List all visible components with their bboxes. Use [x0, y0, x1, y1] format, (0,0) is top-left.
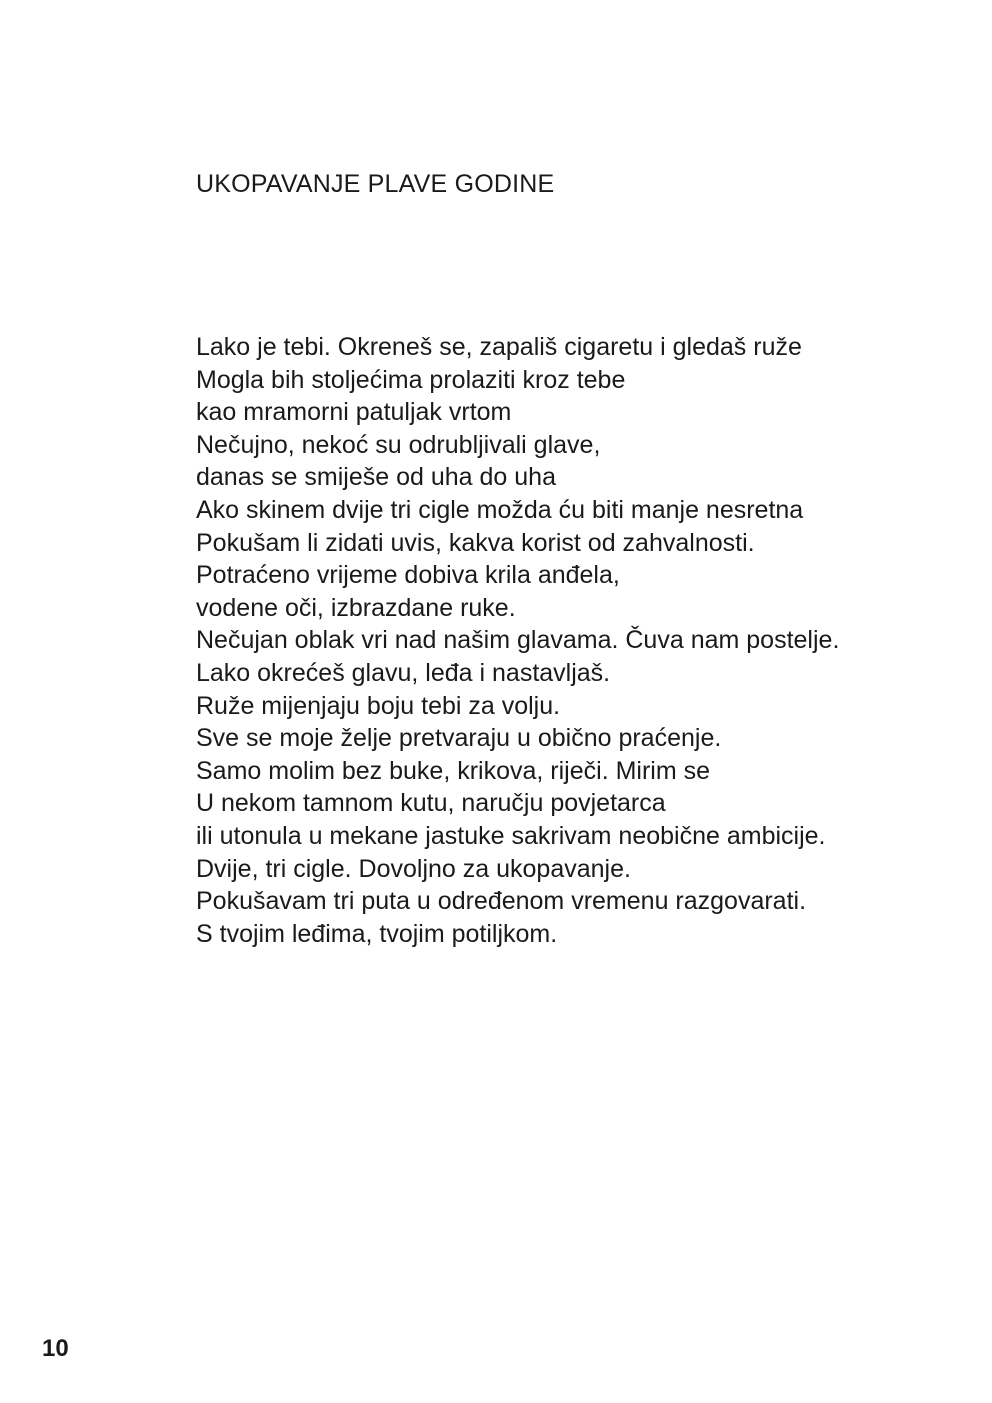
poem-line: Sve se moje želje pretvaraju u obično praćenje.: [196, 724, 722, 753]
poem-line: Nečujan oblak vri nad našim glavama. Čuva nam postelje.: [196, 626, 840, 655]
poem-line: Potraćeno vrijeme dobiva krila anđela,: [196, 561, 620, 590]
page-number: 10: [42, 1335, 69, 1362]
poem-body: [196, 331, 839, 950]
poem-line: Pokušam li zidati uvis, kakva korist od zahvalnosti.: [196, 528, 755, 557]
poem-line: Nečujno, nekoć su odrubljivali glave,: [196, 430, 601, 459]
poem-line: Ako skinem dvije tri cigle možda ću biti manje nesretna: [196, 495, 804, 524]
poem-line: Ruže mijenjaju boju tebi za volju.: [196, 691, 561, 720]
poem-title: UKOPAVANJE PLAVE GODINE: [196, 170, 555, 198]
poem-line: U nekom tamnom kutu, naručju povjetarca: [196, 789, 666, 818]
poem-line: Mogla bih stoljećima prolaziti kroz tebe: [196, 365, 626, 394]
poem-line: Lako okrećeš glavu, leđa i nastavljaš.: [196, 658, 611, 687]
poem-line: vodene oči, izbrazdane ruke.: [196, 593, 516, 622]
poem-line: Lako je tebi. Okreneš se, zapališ cigaretu i gledaš ruže: [196, 333, 802, 361]
poem-line: ili utonula u mekane jastuke sakrivam neobične ambicije.: [196, 821, 826, 850]
poem-line: Samo molim bez buke, krikova, riječi. Mirim se: [196, 756, 711, 785]
poem-line: danas se smiješe od uha do uha: [196, 463, 556, 492]
poem-line: kao mramorni patuljak vrtom: [196, 398, 512, 427]
poem-line: Pokušavam tri puta u određenom vremenu razgovarati.: [196, 887, 807, 916]
poem-line: S tvojim leđima, tvojim potiljkom.: [196, 919, 558, 948]
poem-line: Dvije, tri cigle. Dovoljno za ukopavanje.: [196, 854, 631, 883]
